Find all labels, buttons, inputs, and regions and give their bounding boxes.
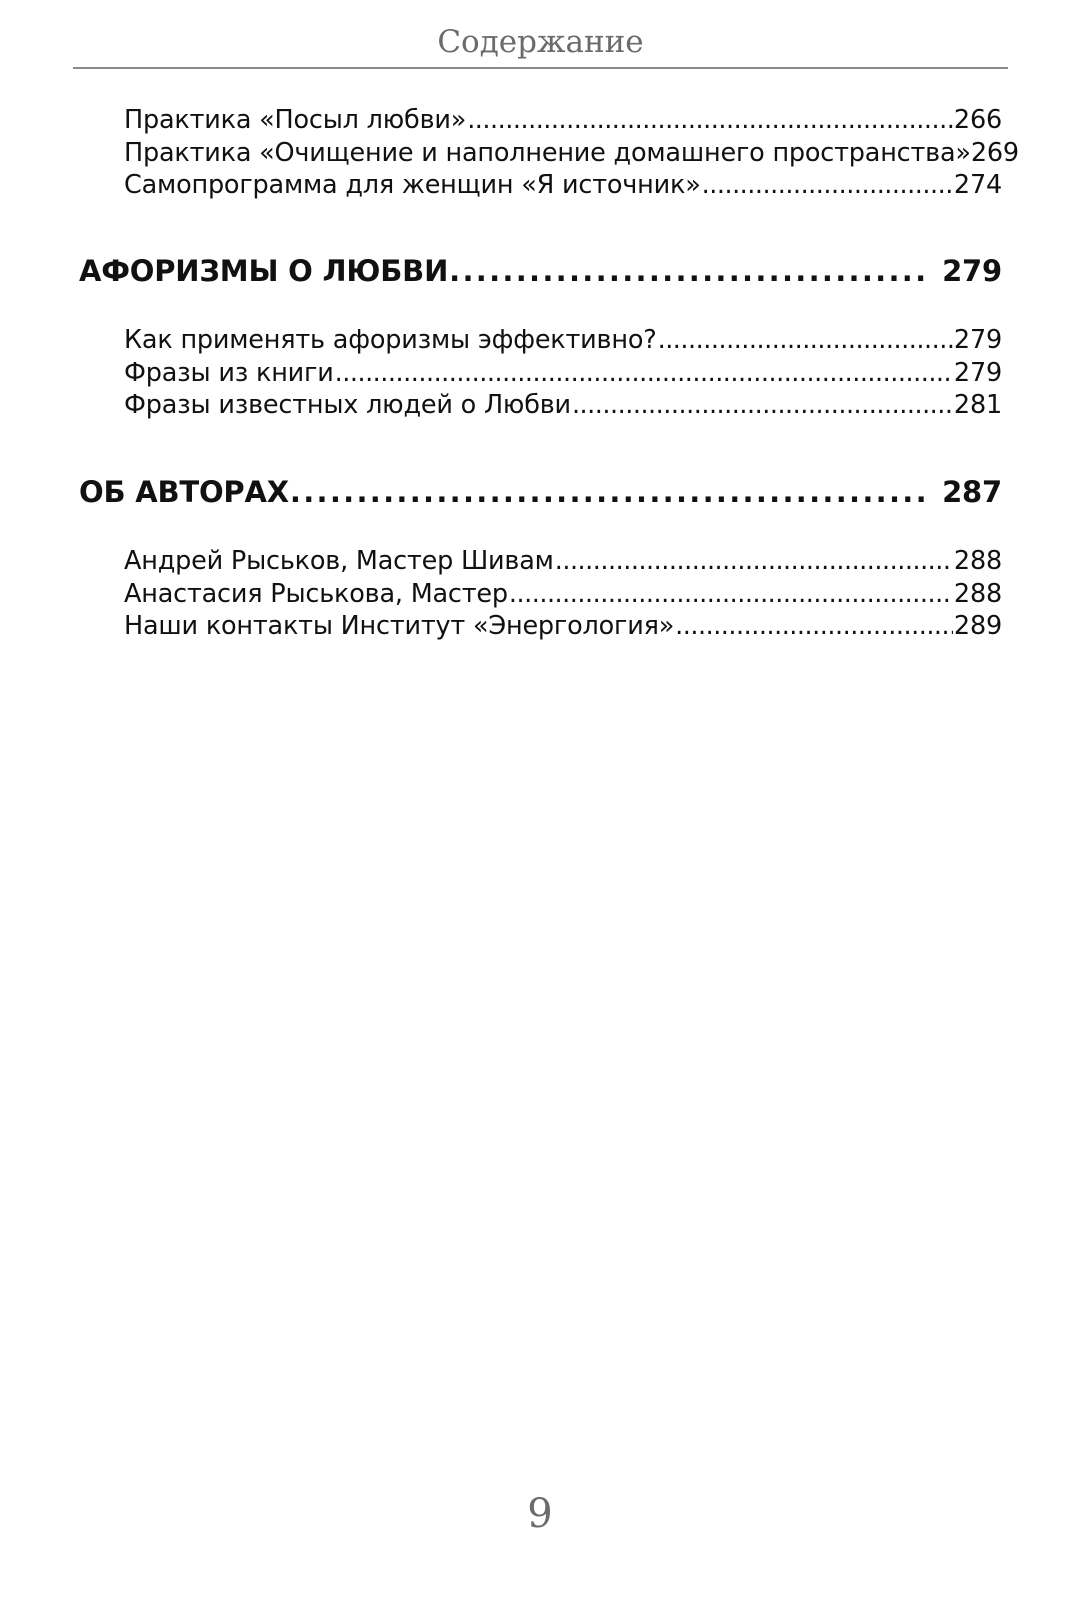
toc-section-title: ОБ АВТОРАХ bbox=[79, 475, 289, 509]
toc-entry-page: 279 bbox=[953, 358, 1002, 388]
toc-entry-title: Наши контакты Институт «Энергология» bbox=[124, 611, 675, 641]
toc-entry bbox=[124, 324, 1002, 356]
toc-leader-dots bbox=[675, 610, 953, 642]
toc-entry bbox=[124, 137, 1019, 169]
running-head: Содержание bbox=[437, 24, 644, 60]
toc-entry bbox=[124, 610, 1002, 642]
toc-leader-dots bbox=[290, 472, 927, 512]
toc-entry-page: 269 bbox=[970, 138, 1019, 168]
page-number: 9 bbox=[527, 1491, 553, 1537]
toc-leader-dots bbox=[555, 545, 953, 577]
toc-entry-title: Фразы известных людей о Любви bbox=[124, 390, 571, 420]
toc-leader-dots bbox=[702, 169, 953, 201]
toc-entry-title: Как применять афоризмы эффективно? bbox=[124, 325, 657, 355]
toc-section-page: 279 bbox=[942, 254, 1002, 288]
toc-section-heading bbox=[79, 472, 1002, 512]
toc-entry-page: 281 bbox=[953, 390, 1002, 420]
toc-leader-dots bbox=[467, 104, 953, 136]
toc-entry-title: Фразы из книги bbox=[124, 358, 334, 388]
toc-section-page: 287 bbox=[942, 475, 1002, 509]
toc-entry-title: Практика «Посыл любви» bbox=[124, 105, 467, 135]
toc-entry-page: 274 bbox=[953, 170, 1002, 200]
toc-entry-title: Самопрограмма для женщин «Я источник» bbox=[124, 170, 701, 200]
toc-leader-dots bbox=[509, 578, 953, 610]
toc-section-title: АФОРИЗМЫ О ЛЮБВИ bbox=[79, 254, 449, 288]
toc-entry-page: 288 bbox=[953, 579, 1002, 609]
toc-entry-title: Практика «Очищение и наполнение домашнего пространства» bbox=[124, 138, 971, 168]
toc-entry-page: 288 bbox=[953, 546, 1002, 576]
toc-leader-dots bbox=[572, 389, 953, 421]
toc-entry-title: Андрей Рыськов, Мастер Шивам bbox=[124, 546, 554, 576]
toc-entry-page: 289 bbox=[953, 611, 1002, 641]
toc-entry bbox=[124, 545, 1002, 577]
header-rule bbox=[73, 67, 1008, 69]
toc-leader-dots bbox=[658, 324, 953, 356]
toc-entry bbox=[124, 169, 1002, 201]
toc-entry bbox=[124, 357, 1002, 389]
toc-entry bbox=[124, 389, 1002, 421]
toc-entry bbox=[124, 104, 1002, 136]
toc-entry-page: 279 bbox=[953, 325, 1002, 355]
toc-entry-page: 266 bbox=[953, 105, 1002, 135]
toc-entry bbox=[124, 578, 1002, 610]
toc-leader-dots bbox=[335, 357, 953, 389]
toc-entry-title: Анастасия Рыськова, Мастер bbox=[124, 579, 508, 609]
toc-leader-dots bbox=[449, 251, 927, 291]
toc-section-heading bbox=[79, 251, 1002, 291]
